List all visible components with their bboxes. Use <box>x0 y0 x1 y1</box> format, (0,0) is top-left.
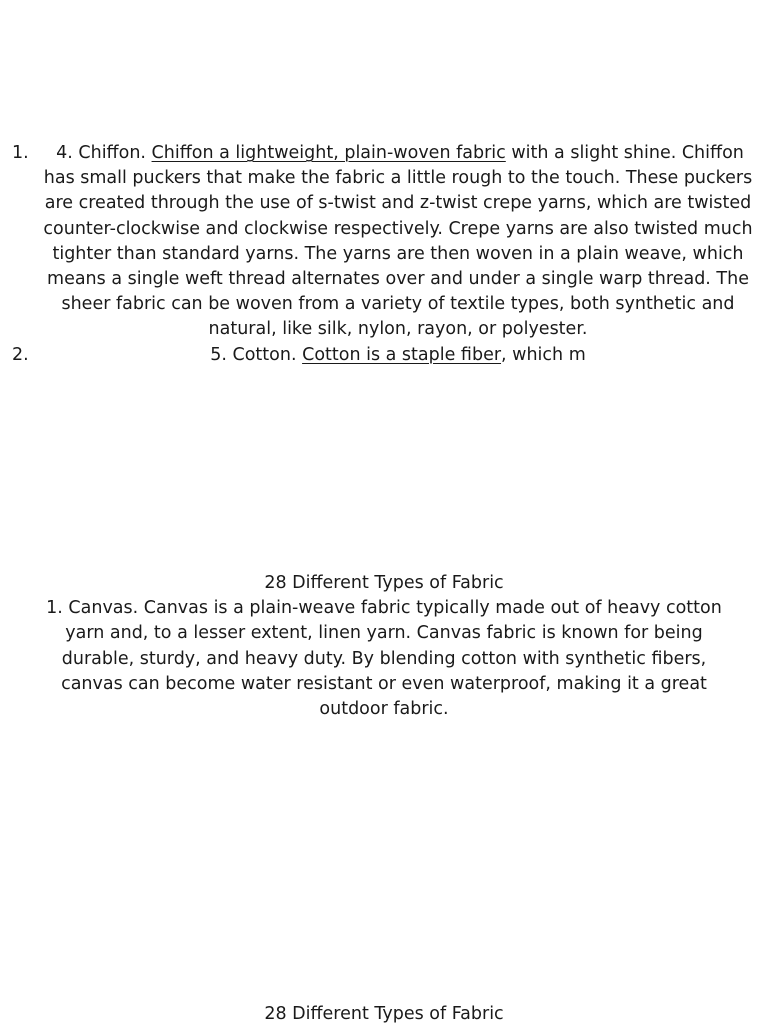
cotton-link[interactable]: Cotton is a staple fiber <box>302 344 502 365</box>
section-title: 28 Different Types of Fabric <box>264 1004 504 1024</box>
section-paragraph: 1. Canvas. Canvas is a plain-weave fabric typically made out of heavy cotton yarn and, to a lesser extent, linen yarn. Canvas fabric is known for being durable, sturdy, and heavy duty. By blending cotton with synthetic fibers, canvas can become water resistant or even waterproof, making it a great outdoor fabric. <box>46 598 722 720</box>
section-title: 28 Different Types of Fabric <box>264 573 504 593</box>
list-marker: 2. <box>12 344 29 365</box>
list-marker: 1. <box>12 143 29 163</box>
list-item-text <box>36 343 760 368</box>
fabric-section <box>40 571 728 722</box>
fabric-list <box>0 141 768 368</box>
item-body: with a slight shine. Chiffon has small puckers that make the fabric a little rough to the touch. These puckers are created through the use of s-twist and z-twist crepe yarns, which are twisted counter-clockwise and clockwise respectively. Crepe yarns are also twisted much tighter than standard yarns. The yarns are then woven in a plain weave, which means a single weft thread alternates over and under a single warp thread. The sheer fabric can be woven from a variety of textile types, both synthetic and natural, like silk, nylon, rayon, or polyester. <box>43 143 753 340</box>
item-body: , which m <box>501 344 586 365</box>
chiffon-link[interactable]: Chiffon a lightweight, plain-woven fabric <box>151 143 506 163</box>
list-item <box>0 141 768 343</box>
fabric-section-footer <box>40 1002 728 1027</box>
list-item-text <box>36 141 760 343</box>
item-heading: 5. Cotton. <box>210 344 303 365</box>
item-heading: 4. Chiffon. <box>56 143 152 163</box>
list-item <box>0 343 768 368</box>
